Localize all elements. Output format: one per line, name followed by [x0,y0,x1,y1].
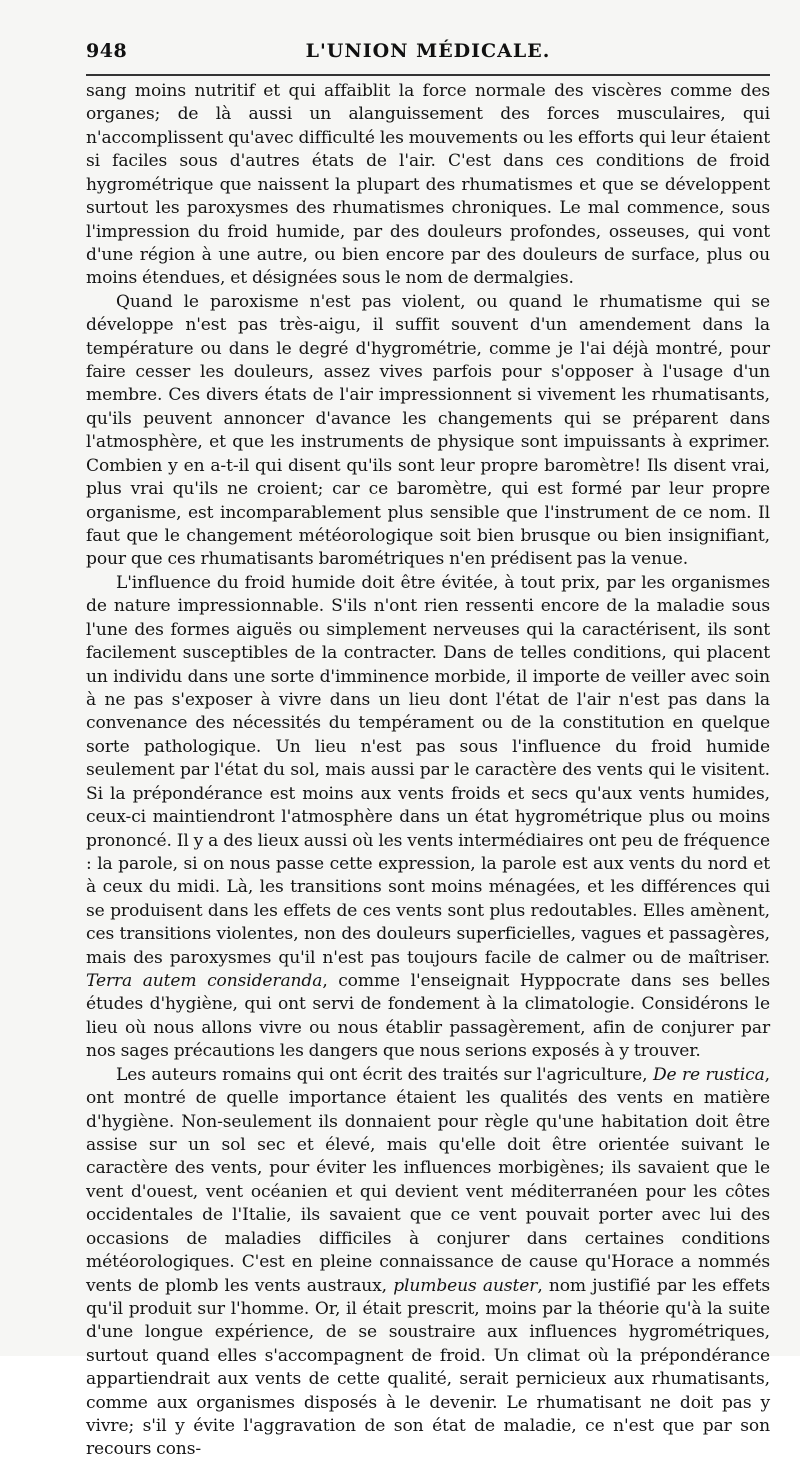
paragraph-3-text-a: L'influence du froid humide doit être évitée, à tout prix, par les organismes de nature impressionnable. S'ils n'ont rien ressenti encore de la maladie sous l'une des formes aiguës ou simplement nerveuses qui la caractérisent, ils sont facilement susceptibles de la contracter. Dans de telles conditions, qui placent un individu dans une sorte d'imminence morbide, il importe de veiller avec soin à ne pas s'exposer à vivre dans un lieu dont l'état de l'air n'est pas dans la convenance des nécessités du tempérament ou de la constitution en quelque sorte pathologique. Un lieu n'est pas sous l'influence du froid humide seulement par l'état du sol, mais aussi par le caractère des vents qui le visitent. Si la prépondérance est moins aux vents froids et secs qu'aux vents humides, ceux-ci maintiendront l'atmosphère dans un état hygrométrique plus ou moins prononcé. Il y a des lieux aussi où les vents intermédiaires ont peu de fréquence : la parole, si on nous passe cette expression, la parole est aux vents du nord et à ceux du midi. Là, les transitions sont moins ménagées, et les différences qui se produisent dans les effets de ces vents sont plus redoutables. Elles amènent, ces transitions violentes, non des douleurs superficielles, vagues et passagères, mais des paroxysmes qu'il n'est pas toujours facile de calmer ou de maîtriser. [86,572,770,968]
paragraph-3 [86,572,770,1064]
page-number: 948 [86,40,128,62]
paragraph-1-text: sang moins nutritif et qui affaiblit la force normale des viscères comme des organes; de là aussi un alanguissement des forces musculaires, qui n'accomplissent qu'avec difficulté les mouvements ou les efforts qui leur étaient si faciles sous d'autres états de l'air. C'est dans ces conditions de froid hygrométrique que naissent la plupart des rhumatismes et que se développent surtout les paroxysmes des rhumatismes chroniques. Le mal commence, sous l'impression du froid humide, par des douleurs profondes, osseuses, qui vont d'une région à une autre, ou bien encore par des douleurs de surface, plus ou moins étendues, et désignées sous le nom de dermalgies. [86,81,770,289]
header-rule [86,74,770,76]
paragraph-4-text-c: , nom justifié par les effets qu'il produit sur l'homme. Or, il était prescrit, moins par la théorie qu'à la suite d'une longue expérience, de se soustraire aux influences hygrométriques, surtout quand elles s'accompagnent de froid. Un climat où la prépondérance appartiendrait aux vents de cette qualité, serait pernicieux aux rhumatisants, comme aux organismes disposés à le devenir. Le rhumatisant ne doit pas y vivre; s'il y évite l'aggravation de son état de maladie, ce n'est que par son recours cons- [86,1275,770,1460]
paragraph-2 [86,291,770,572]
latin-quote-terra: Terra autem consideranda [86,971,323,992]
running-title: L'UNION MÉDICALE. [305,40,551,62]
paragraph-1 [86,80,770,291]
paragraph-2-text: Quand le paroxisme n'est pas violent, ou quand le rhumatisme qui se développe n'est pas très-aigu, il suffit souvent d'un amendement dans la température ou dans le degré d'hygrométrie, comme je l'ai déjà montré, pour faire cesser les douleurs, assez vives parfois pour s'opposer à l'usage d'un membre. Ces divers états de l'air impressionnent si vivement les rhumatisants, qu'ils peuvent annoncer d'avance les changements qui se préparent dans l'atmosphère, et que les instruments de physique sont impuissants à exprimer. Combien y en a-t-il qui disent qu'ils sont leur propre baromètre! Ils disent vrai, plus vrai qu'ils ne croient; car ce baromètre, qui est formé par leur propre organisme, est incomparablement plus sensible que l'instrument de ce nom. Il faut que le changement météorologique soit bien brusque ou bien insignifiant, pour que ces rhumatisants barométriques n'en prédisent pas la venue. [86,291,770,570]
page-header [86,40,770,74]
paragraph-4 [86,1064,770,1462]
latin-quote-plumbeus-auster: plumbeus auster [393,1275,538,1296]
paragraph-4-text-b: , ont montré de quelle importance étaient les qualités des vents en matière d'hygiène. Non-seulement ils donnaient pour règle qu'une habitation doit être assise sur un sol sec et élevé, mais qu'elle doit être orientée suivant le caractère des vents, pour éviter les influences morbigènes; ils savaient que le vent d'ouest, vent océanien et qui devient vent méditerranéen pour les côtes occidentales de l'Italie, ils savaient que ce vent pouvait porter avec lui des occasions de maladies difficiles à conjurer dans certaines conditions météorologiques. C'est en pleine connaissance de cause qu'Horace a nommés vents de plomb les vents austraux, [86,1064,770,1296]
paragraph-3-text-b: , comme l'enseignait Hyppocrate dans ses belles études d'hygiène, qui ont servi de fondement à la climatologie. Considérons le lieu où nous allons vivre ou nous établir passagèrement, afin de conjurer par nos sages précautions les dangers que nous serions exposés à y trouver. [86,971,770,1062]
paragraph-4-text-a: Les auteurs romains qui ont écrit des traités sur l'agriculture, [116,1064,653,1085]
latin-title-de-re-rustica: De re rustica [652,1064,765,1085]
article-body [86,80,770,1462]
